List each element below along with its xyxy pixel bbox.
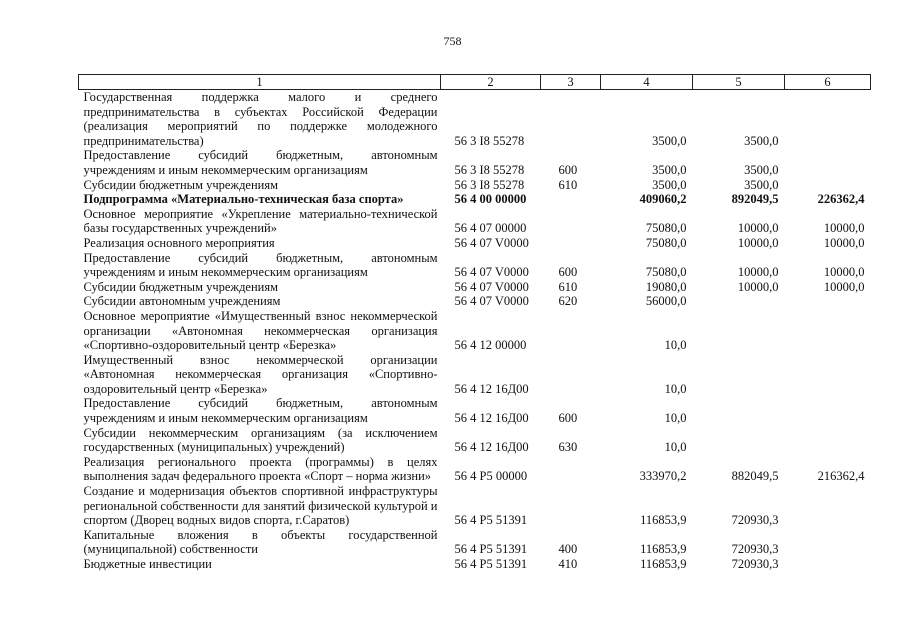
table-row	[79, 294, 871, 309]
row-value-year1: 19080,0	[645, 279, 687, 294]
header-cell-kind: 3	[541, 75, 601, 90]
table-row	[79, 484, 871, 528]
row-value-year1: 116853,9	[640, 557, 687, 571]
row-value-year2: 720930,3	[731, 557, 779, 571]
row-value-year3	[785, 426, 871, 455]
row-value-year3: 10000,0	[823, 235, 865, 250]
row-kind	[541, 309, 601, 353]
row-name: Субсидии бюджетным учреждениям	[83, 177, 279, 192]
row-code: 56 4 12 16Д00	[454, 411, 529, 426]
table-row	[79, 90, 871, 149]
row-value-year3	[785, 294, 871, 309]
table-row	[79, 557, 871, 572]
table-row	[79, 309, 871, 353]
row-kind	[541, 353, 601, 397]
row-value-year2: 892049,5	[731, 192, 779, 207]
header-cell-year3: 6	[785, 75, 871, 90]
row-value-year3	[785, 90, 871, 149]
row-kind	[541, 207, 601, 236]
row-value-year3	[785, 148, 871, 177]
table-row	[79, 207, 871, 236]
row-code: 56 3 I8 55278	[454, 162, 525, 177]
row-value-year3: 10000,0	[823, 265, 865, 280]
row-value-year2: 720930,3	[731, 513, 779, 528]
row-name: Субсидии некоммерческим организациям (за исключением государственных (муниципальных) учреждений)	[83, 425, 438, 455]
row-value-year3	[785, 484, 871, 528]
row-value-year2: 882049,5	[731, 469, 779, 484]
row-code: 56 3 I8 55278	[454, 177, 525, 192]
row-value-year1: 75080,0	[645, 265, 687, 280]
row-code: 56 4 00 00000	[454, 192, 527, 207]
row-value-year3	[785, 557, 871, 572]
row-kind	[541, 236, 601, 251]
row-value-year2: 10000,0	[737, 221, 779, 236]
row-value-year2: 3500,0	[744, 133, 779, 148]
row-code: 56 4 12 16Д00	[454, 381, 529, 396]
row-kind: 610	[558, 177, 578, 192]
table-row	[79, 353, 871, 397]
row-value-year1: 10,0	[664, 381, 687, 396]
budget-table	[78, 74, 871, 572]
row-kind	[541, 192, 601, 207]
row-name: Предоставление субсидий бюджетным, автономным учреждениям и иным некоммерческим организациям	[83, 148, 438, 177]
row-kind	[541, 484, 601, 528]
row-kind: 600	[558, 411, 578, 426]
row-kind: 600	[558, 265, 578, 280]
row-name: Основное мероприятие «Укрепление материально-технической базы государственных учреждений»	[83, 206, 438, 236]
row-value-year1: 409060,2	[639, 192, 687, 207]
row-value-year1: 3500,0	[652, 162, 687, 177]
row-kind: 620	[558, 294, 578, 309]
row-code: 56 4 P5 51391	[454, 557, 528, 571]
row-kind: 600	[558, 162, 578, 177]
header-cell-name: 1	[79, 75, 441, 90]
table-row	[79, 280, 871, 295]
row-value-year1: 3500,0	[652, 177, 687, 192]
row-kind	[541, 90, 601, 149]
row-value-year1: 3500,0	[652, 133, 687, 148]
row-value-year2	[693, 309, 785, 353]
row-value-year1: 10,0	[664, 338, 687, 353]
row-kind: 630	[558, 440, 578, 455]
table-row	[79, 455, 871, 484]
row-code: 56 4 P5 00000	[454, 469, 528, 484]
row-kind: 610	[558, 279, 578, 294]
row-code: 56 4 12 16Д00	[454, 440, 529, 455]
row-value-year2: 3500,0	[744, 162, 779, 177]
row-code: 56 4 07 V0000	[454, 265, 529, 280]
row-name: Субсидии автономным учреждениям	[83, 294, 281, 309]
row-name: Реализация регионального проекта (программы) в целях выполнения задач федерального проекта «Спорт – норма жизни»	[83, 454, 438, 484]
row-value-year1: 10,0	[664, 440, 687, 455]
page-number: 758	[443, 34, 462, 48]
row-value-year2: 10000,0	[737, 279, 779, 294]
row-name: Имущественный взнос некоммерческой организации «Автономная некоммерческая организация «Спортивно-оздоровительный центр «Березка»	[83, 352, 438, 396]
table-body	[79, 90, 871, 572]
table-row	[79, 236, 871, 251]
row-code: 56 4 07 V0000	[454, 294, 529, 309]
row-value-year1: 75080,0	[645, 235, 687, 250]
row-value-year3	[785, 353, 871, 397]
row-name: Предоставление субсидий бюджетным, автономным учреждениям и иным некоммерческим организациям	[83, 250, 438, 280]
row-value-year1: 116853,9	[640, 513, 687, 528]
row-kind: 410	[558, 557, 578, 571]
row-value-year2: 10000,0	[737, 265, 779, 280]
row-value-year3	[785, 396, 871, 425]
row-name: Государственная поддержка малого и среднего предпринимательства в субъектах Российской Федерации (реализация мероприятий по поддержке молодежного предпринимательства)	[83, 90, 438, 148]
row-value-year3	[785, 178, 871, 193]
header-row	[79, 75, 871, 90]
row-code: 56 4 12 00000	[454, 338, 527, 353]
row-value-year2	[693, 294, 785, 309]
row-value-year1: 75080,0	[645, 221, 687, 236]
row-value-year3	[785, 528, 871, 557]
row-name: Капитальные вложения в объекты государственной (муниципальной) собственности	[83, 527, 438, 557]
row-code: 56 4 P5 51391	[454, 542, 528, 557]
row-value-year1: 333970,2	[639, 469, 687, 484]
row-name: Предоставление субсидий бюджетным, автономным учреждениям и иным некоммерческим организациям	[83, 396, 438, 426]
table-row	[79, 178, 871, 193]
table-row	[79, 396, 871, 425]
row-value-year2	[693, 396, 785, 425]
row-code: 56 3 I8 55278	[454, 133, 525, 148]
table-row	[79, 192, 871, 207]
row-value-year3: 10000,0	[823, 279, 865, 294]
row-value-year3: 216362,4	[817, 469, 865, 484]
row-value-year3: 226362,4	[817, 192, 865, 207]
row-value-year3: 10000,0	[823, 221, 865, 236]
row-value-year2: 10000,0	[737, 235, 779, 250]
table-row	[79, 251, 871, 280]
header-cell-year2: 5	[693, 75, 785, 90]
row-name: Субсидии бюджетным учреждениям	[83, 279, 279, 294]
row-value-year1: 10,0	[664, 411, 687, 426]
row-value-year2: 3500,0	[744, 177, 779, 192]
header-cell-code: 2	[441, 75, 541, 90]
table-row	[79, 148, 871, 177]
row-kind	[541, 455, 601, 484]
header-cell-year1: 4	[601, 75, 693, 90]
row-value-year1: 56000,0	[645, 294, 687, 309]
row-name: Создание и модернизация объектов спортивной инфраструктуры региональной собственности для занятий физической культурой и спортом (Дворец водных видов спорта, г.Саратов)	[83, 484, 438, 528]
row-value-year2	[693, 426, 785, 455]
row-name: Реализация основного мероприятия	[83, 235, 275, 250]
row-value-year2: 720930,3	[731, 542, 779, 557]
row-name: Бюджетные инвестиции	[83, 557, 212, 571]
row-name: Подпрограмма «Материально-техническая база спорта»	[83, 192, 404, 207]
row-name: Основное мероприятие «Имущественный взнос некоммерческой организации «Автономная некоммерческая организация «Спортивно-оздоровительный центр «Березка»	[83, 308, 438, 353]
table-row	[79, 426, 871, 455]
row-value-year1: 116853,9	[640, 542, 687, 557]
row-kind: 400	[558, 542, 578, 557]
row-code: 56 4 07 V0000	[454, 279, 529, 294]
row-code: 56 4 P5 51391	[454, 513, 528, 528]
row-code: 56 4 07 V0000	[454, 235, 529, 250]
table-row	[79, 528, 871, 557]
row-value-year2	[693, 353, 785, 397]
row-code: 56 4 07 00000	[454, 221, 527, 236]
row-value-year3	[785, 309, 871, 353]
